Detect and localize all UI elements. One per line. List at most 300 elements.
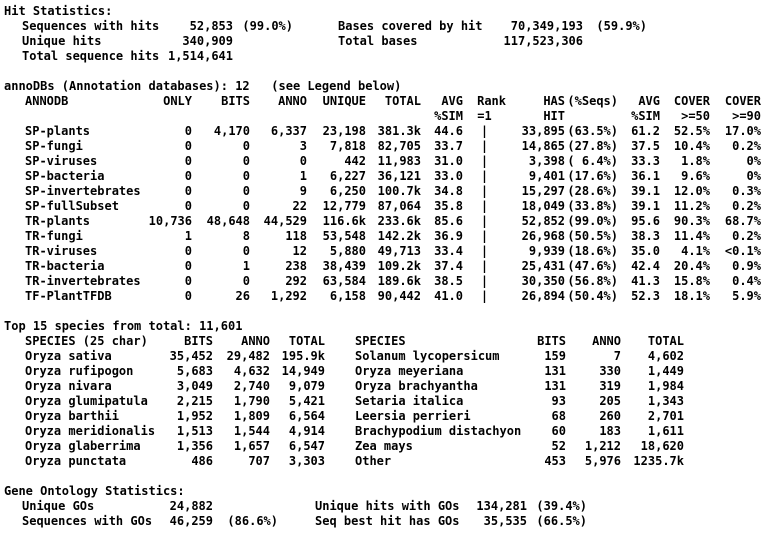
species-bits: 1,952	[176, 409, 213, 423]
annodb-has-hit: 18,049	[521, 199, 565, 213]
annodb-has-hit: 26,894	[521, 289, 565, 303]
annodb-avg-sim: 85.6	[434, 214, 463, 228]
hit-stat-label: Total sequence hits	[22, 49, 160, 63]
annodb-unique: 6,158	[329, 289, 366, 303]
annodb-header-sim2: %SIM	[631, 109, 660, 123]
species-row	[0, 394, 763, 409]
species-anno: 1,790	[233, 394, 270, 408]
annodb-total: 381.3k	[377, 124, 421, 138]
species-row	[0, 379, 763, 394]
species-total: 6,564	[288, 409, 325, 423]
hit-stat-label: Total bases	[338, 34, 418, 48]
annodb-header-only: ONLY	[163, 94, 192, 108]
hit-stat-value: 52,853	[189, 19, 233, 33]
go-value: 24,882	[169, 499, 213, 513]
species-anno: 319	[599, 379, 621, 393]
annodb-cover90: 17.0%	[724, 124, 761, 138]
annodb-avg-sim: 33.0	[434, 169, 463, 183]
annodb-total: 109.2k	[377, 259, 421, 273]
annodb-bits: 0	[242, 154, 250, 168]
annodb-bits: 0	[242, 169, 250, 183]
species-anno: 260	[599, 409, 621, 423]
go-pct	[213, 499, 278, 514]
annodb-row	[0, 154, 763, 169]
annodb-pct-seqs: (17.6%)	[567, 169, 618, 183]
annodb-name: TR-fungi	[25, 229, 83, 243]
species-total: 195.9k	[281, 349, 325, 363]
species-row	[0, 409, 763, 424]
annodb-bits: 8	[242, 229, 250, 243]
species-bits: 52	[551, 439, 566, 453]
species-total: 1,984	[647, 379, 684, 393]
annodb-name: TR-invertebrates	[25, 274, 141, 288]
go-value: 35,535	[483, 514, 527, 528]
annodb-header-has: HAS	[543, 94, 565, 108]
annodb-anno: 22	[292, 199, 307, 213]
annodb-avg-sim: 31.0	[434, 154, 463, 168]
annodb-anno: 9	[299, 184, 307, 198]
annodb-avg-sim2: 52.3	[631, 289, 660, 303]
annodb-rank-pipe: |	[480, 169, 489, 183]
annodb-bits: 0	[242, 139, 250, 153]
annodb-only: 0	[184, 154, 192, 168]
annodb-name: SP-viruses	[25, 154, 98, 168]
species-bits: 68	[551, 409, 566, 423]
annodb-total: 142.2k	[377, 229, 421, 243]
annodb-pct-seqs: (50.5%)	[567, 229, 618, 243]
species-anno: 5,976	[584, 454, 621, 468]
species-anno: 4,632	[233, 364, 270, 378]
annodb-avg-sim2: 37.5	[631, 139, 660, 153]
species-header-row	[0, 334, 763, 349]
annodb-cover50: 11.2%	[673, 199, 710, 213]
annodb-total: 36,121	[377, 169, 421, 183]
annodb-only: 0	[184, 244, 192, 258]
species-row	[0, 439, 763, 454]
annodb-rank-pipe: |	[480, 154, 489, 168]
annodb-total: 233.6k	[377, 214, 421, 228]
species-name: Solanum lycopersicum	[355, 349, 500, 363]
annodb-cover50: 15.8%	[673, 274, 710, 288]
annodb-pct-seqs: (56.8%)	[567, 274, 618, 288]
annodb-header-row-2	[0, 109, 763, 124]
annodb-cover50: 1.8%	[681, 154, 710, 168]
annodb-pct-seqs: (18.6%)	[567, 244, 618, 258]
annodb-anno: 1	[299, 169, 307, 183]
annodb-rank-pipe: |	[480, 124, 489, 138]
annodb-name: TR-viruses	[25, 244, 98, 258]
annodb-row	[0, 214, 763, 229]
annodb-row	[0, 229, 763, 244]
species-name: Brachypodium distachyon	[355, 424, 522, 438]
annodb-anno: 292	[285, 274, 307, 288]
annodb-avg-sim: 35.8	[434, 199, 463, 213]
species-name: Oryza meyeriana	[355, 364, 464, 378]
species-bits: 131	[544, 379, 566, 393]
spacer	[0, 64, 763, 79]
annodb-only: 0	[184, 274, 192, 288]
hit-stat-pct: (99.0%)	[242, 19, 293, 33]
hit-stat-pct	[583, 34, 647, 49]
hit-stat-value: 70,349,193	[510, 19, 583, 33]
annodb-pct-seqs: (47.6%)	[567, 259, 618, 273]
annodb-only: 0	[184, 124, 192, 138]
annodb-total: 49,713	[377, 244, 421, 258]
annodb-rank-pipe: |	[480, 244, 489, 258]
annodb-header-sim: %SIM	[434, 109, 463, 123]
species-anno: 205	[599, 394, 621, 408]
annodb-only: 0	[184, 184, 192, 198]
annodb-pct-seqs: (99.0%)	[567, 214, 618, 228]
go-pct: (86.6%)	[227, 514, 278, 528]
annodb-anno: 238	[285, 259, 307, 273]
species-total: 3,303	[288, 454, 325, 468]
annodb-anno: 118	[285, 229, 307, 243]
annodb-bits: 0	[242, 199, 250, 213]
species-total: 6,547	[288, 439, 325, 453]
annodb-header-ge50: >=50	[681, 109, 710, 123]
annodb-unique: 12,779	[322, 199, 366, 213]
species-anno: 330	[599, 364, 621, 378]
go-value: 134,281	[476, 499, 527, 513]
species-name: Oryza punctata	[25, 454, 127, 468]
annodb-unique: 6,250	[329, 184, 366, 198]
annodb-anno: 0	[299, 154, 307, 168]
species-header-total2: TOTAL	[647, 334, 684, 348]
annodb-total: 189.6k	[377, 274, 421, 288]
annodb-unique: 116.6k	[322, 214, 366, 228]
annodb-header-cover50: COVER	[673, 94, 710, 108]
annodb-only: 0	[184, 259, 192, 273]
annodb-only: 0	[184, 199, 192, 213]
annodb-row	[0, 244, 763, 259]
species-total: 4,914	[288, 424, 325, 438]
annodb-cover90: 68.7%	[724, 214, 761, 228]
annodb-rank-pipe: |	[480, 274, 489, 288]
annodb-header-empty	[565, 109, 618, 124]
species-anno: 1,657	[233, 439, 270, 453]
annodb-header-unique: UNIQUE	[322, 94, 366, 108]
annodb-unique: 7,818	[329, 139, 366, 153]
annodb-avg-sim2: 95.6	[631, 214, 660, 228]
species-bits: 159	[544, 349, 566, 363]
hit-stats-row	[0, 49, 763, 64]
annodb-only: 0	[184, 169, 192, 183]
annodb-avg-sim: 33.4	[434, 244, 463, 258]
annodb-cover50: 11.4%	[673, 229, 710, 243]
annodb-has-hit: 9,401	[528, 169, 565, 183]
species-header-species2: SPECIES	[355, 334, 406, 348]
annodb-row	[0, 259, 763, 274]
species-name: Oryza rufipogon	[25, 364, 134, 378]
hit-stat-label: Bases covered by hit	[338, 19, 483, 33]
species-row	[0, 349, 763, 364]
annodb-avg-sim2: 33.3	[631, 154, 660, 168]
hit-stat-value: 340,909	[182, 34, 233, 48]
spacer	[0, 469, 763, 484]
species-header-species1: SPECIES (25 char)	[25, 334, 148, 348]
annodb-has-hit: 15,297	[521, 184, 565, 198]
annodb-header-seqs: (%Seqs)	[567, 94, 618, 108]
species-bits: 3,049	[176, 379, 213, 393]
annodb-header-avg2: AVG	[638, 94, 660, 108]
species-title: Top 15 species from total: 11,601	[4, 319, 243, 333]
annodb-row	[0, 184, 763, 199]
species-bits: 486	[191, 454, 213, 468]
annodb-header-bits: BITS	[221, 94, 250, 108]
species-total: 5,421	[288, 394, 325, 408]
go-label: Seq best hit has GOs	[315, 514, 460, 528]
annodb-has-hit: 3,398	[528, 154, 565, 168]
hit-stat-value: 1,514,641	[167, 49, 233, 63]
species-name: Oryza nivara	[25, 379, 112, 393]
annodb-unique: 6,227	[329, 169, 366, 183]
annodb-avg-sim2: 39.1	[631, 184, 660, 198]
species-name: Oryza brachyantha	[355, 379, 478, 393]
species-anno: 707	[248, 454, 270, 468]
annodb-cover90: <0.1%	[724, 244, 761, 258]
go-label: Unique hits with GOs	[315, 499, 460, 513]
annodb-cover90: 0.2%	[732, 229, 761, 243]
annodb-has-hit: 30,350	[521, 274, 565, 288]
hit-stat-value: 117,523,306	[503, 34, 583, 48]
annodb-cover50: 9.6%	[681, 169, 710, 183]
annodb-total: 90,442	[377, 289, 421, 303]
annodb-has-hit: 26,968	[521, 229, 565, 243]
annodb-bits: 0	[242, 274, 250, 288]
species-total: 1,343	[647, 394, 684, 408]
annodb-cover50: 18.1%	[673, 289, 710, 303]
go-title: Gene Ontology Statistics:	[4, 484, 185, 498]
annodb-only: 10,736	[148, 214, 192, 228]
species-total: 1,449	[647, 364, 684, 378]
annodb-name: SP-invertebrates	[25, 184, 141, 198]
annodb-name: SP-fungi	[25, 139, 83, 153]
annodb-anno: 6,337	[270, 124, 307, 138]
hit-stat-label: Unique hits	[22, 34, 102, 48]
go-row	[0, 499, 763, 514]
species-bits: 60	[551, 424, 566, 438]
annodb-header-row-1	[0, 94, 763, 109]
annodb-has-hit: 33,895	[521, 124, 565, 138]
annodb-bits: 4,170	[213, 124, 250, 138]
annodb-cover90: 0%	[746, 169, 761, 183]
annodb-cover90: 0.2%	[732, 199, 761, 213]
annodb-name: TF-PlantTFDB	[25, 289, 112, 303]
species-anno: 29,482	[226, 349, 270, 363]
annodb-rank-pipe: |	[480, 199, 489, 213]
annodb-rank-pipe: |	[480, 289, 489, 303]
species-header-total1: TOTAL	[288, 334, 325, 348]
species-header-bits1: BITS	[184, 334, 213, 348]
annodb-header-eq1: =1	[477, 109, 492, 123]
annodb-cover90: 0.4%	[732, 274, 761, 288]
annodb-only: 0	[184, 139, 192, 153]
annodb-row	[0, 199, 763, 214]
species-header-anno2: ANNO	[592, 334, 621, 348]
annodb-avg-sim2: 41.3	[631, 274, 660, 288]
annodb-header-annodb: ANNODB	[25, 94, 69, 108]
species-row	[0, 424, 763, 439]
annodb-header-cover90: COVER	[724, 94, 761, 108]
annodb-cover50: 52.5%	[673, 124, 710, 138]
species-name: Oryza glumipatula	[25, 394, 148, 408]
annodb-cover90: 5.9%	[732, 289, 761, 303]
annodb-avg-sim: 38.5	[434, 274, 463, 288]
annodb-rank-pipe: |	[480, 214, 489, 228]
annodb-cover90: 0%	[746, 154, 761, 168]
annodb-rank-pipe: |	[480, 229, 489, 243]
annodb-cover90: 0.2%	[732, 139, 761, 153]
annodb-cover50: 20.4%	[673, 259, 710, 273]
species-name: Oryza sativa	[25, 349, 112, 363]
species-name: Zea mays	[355, 439, 413, 453]
annodb-avg-sim2: 36.1	[631, 169, 660, 183]
species-anno: 2,740	[233, 379, 270, 393]
annodb-bits: 26	[235, 289, 250, 303]
annodb-avg-sim: 36.9	[434, 229, 463, 243]
species-anno: 1,212	[584, 439, 621, 453]
annodb-avg-sim2: 35.0	[631, 244, 660, 258]
hit-statistics-title: Hit Statistics:	[4, 4, 113, 18]
species-anno: 7	[613, 349, 621, 363]
hit-stat-pct: (59.9%)	[596, 19, 647, 33]
annodb-title: annoDBs (Annotation databases): 12 (see Legend below)	[4, 79, 402, 93]
annodb-rank-pipe: |	[480, 259, 489, 273]
species-bits: 2,215	[176, 394, 213, 408]
species-header-bits2: BITS	[537, 334, 566, 348]
annodb-header-anno: ANNO	[278, 94, 307, 108]
species-name: Oryza glaberrima	[25, 439, 141, 453]
annodb-unique: 442	[344, 154, 366, 168]
annodb-cover50: 10.4%	[673, 139, 710, 153]
species-anno: 1,809	[233, 409, 270, 423]
annodb-cover50: 90.3%	[673, 214, 710, 228]
annodb-cover50: 4.1%	[681, 244, 710, 258]
annodb-pct-seqs: (63.5%)	[567, 124, 618, 138]
annodb-row	[0, 169, 763, 184]
species-bits: 453	[544, 454, 566, 468]
annodb-pct-seqs: (27.8%)	[567, 139, 618, 153]
spacer	[0, 304, 763, 319]
go-pct: (39.4%)	[536, 499, 587, 513]
species-total: 2,701	[647, 409, 684, 423]
species-bits: 1,356	[176, 439, 213, 453]
species-name: Leersia perrieri	[355, 409, 471, 423]
annodb-anno: 3	[299, 139, 307, 153]
annodb-has-hit: 14,865	[521, 139, 565, 153]
annodb-bits: 48,648	[206, 214, 250, 228]
annodb-only: 1	[184, 229, 192, 243]
annodb-unique: 23,198	[322, 124, 366, 138]
annodb-anno: 1,292	[270, 289, 307, 303]
annodb-avg-sim: 44.6	[434, 124, 463, 138]
species-total: 14,949	[281, 364, 325, 378]
hit-stat-label: Sequences with hits	[22, 19, 160, 33]
species-total: 18,620	[640, 439, 684, 453]
annodb-anno: 44,529	[263, 214, 307, 228]
annodb-avg-sim2: 38.3	[631, 229, 660, 243]
go-row	[0, 514, 763, 529]
annodb-total: 100.7k	[377, 184, 421, 198]
annodb-avg-sim2: 39.1	[631, 199, 660, 213]
go-value: 46,259	[169, 514, 213, 528]
annodb-bits: 1	[242, 259, 250, 273]
annodb-header-total: TOTAL	[384, 94, 421, 108]
species-bits: 5,683	[176, 364, 213, 378]
annodb-name: SP-plants	[25, 124, 91, 138]
annodb-name: SP-bacteria	[25, 169, 105, 183]
species-name: Oryza barthii	[25, 409, 119, 423]
annodb-unique: 5,880	[329, 244, 366, 258]
annodb-avg-sim2: 42.4	[631, 259, 660, 273]
annodb-rank-pipe: |	[480, 184, 489, 198]
species-total: 9,079	[288, 379, 325, 393]
annodb-name: SP-fullSubset	[25, 199, 119, 213]
annodb-avg-sim: 34.8	[434, 184, 463, 198]
annodb-bits: 0	[242, 184, 250, 198]
annodb-pct-seqs: (28.6%)	[567, 184, 618, 198]
annodb-header-avg: AVG	[441, 94, 463, 108]
annodb-pct-seqs: (33.8%)	[567, 199, 618, 213]
species-bits: 35,452	[169, 349, 213, 363]
annodb-has-hit: 52,852	[521, 214, 565, 228]
annodb-avg-sim: 41.0	[434, 289, 463, 303]
annodb-header-rank: Rank	[477, 94, 506, 108]
species-name: Setaria italica	[355, 394, 464, 408]
annodb-has-hit: 25,431	[521, 259, 565, 273]
annodb-avg-sim: 33.7	[434, 139, 463, 153]
annodb-header-hit: HIT	[543, 109, 565, 123]
annodb-name: TR-plants	[25, 214, 91, 228]
species-name: Oryza meridionalis	[25, 424, 156, 438]
hit-stats-row	[0, 34, 763, 49]
go-label: Sequences with GOs	[22, 514, 153, 528]
annodb-unique: 38,439	[322, 259, 366, 273]
species-total: 1,611	[647, 424, 684, 438]
annodb-rank-pipe: |	[480, 139, 489, 153]
annodb-row	[0, 124, 763, 139]
species-name: Other	[355, 454, 392, 468]
annodb-avg-sim2: 61.2	[631, 124, 660, 138]
annodb-row	[0, 289, 763, 304]
species-total: 1235.7k	[633, 454, 684, 468]
annodb-unique: 63,584	[322, 274, 366, 288]
annodb-cover50: 12.0%	[673, 184, 710, 198]
annodb-row	[0, 274, 763, 289]
annodb-pct-seqs: (50.4%)	[567, 289, 618, 303]
annodb-has-hit: 9,939	[528, 244, 565, 258]
annodb-only: 0	[184, 289, 192, 303]
species-total: 4,602	[647, 349, 684, 363]
species-bits: 1,513	[176, 424, 213, 438]
annodb-anno: 12	[292, 244, 307, 258]
annodb-avg-sim: 37.4	[434, 259, 463, 273]
annodb-name: TR-bacteria	[25, 259, 105, 273]
annodb-cover90: 0.3%	[732, 184, 761, 198]
annodb-cover90: 0.9%	[732, 259, 761, 273]
species-anno: 183	[599, 424, 621, 438]
hit-stat-pct	[233, 34, 293, 49]
annodb-pct-seqs: ( 6.4%)	[567, 154, 618, 168]
go-pct: (66.5%)	[536, 514, 587, 528]
species-bits: 93	[551, 394, 566, 408]
hit-stats-row	[0, 19, 763, 34]
annodb-row	[0, 139, 763, 154]
go-label: Unique GOs	[22, 499, 95, 513]
species-row	[0, 454, 763, 469]
annodb-total: 82,705	[377, 139, 421, 153]
